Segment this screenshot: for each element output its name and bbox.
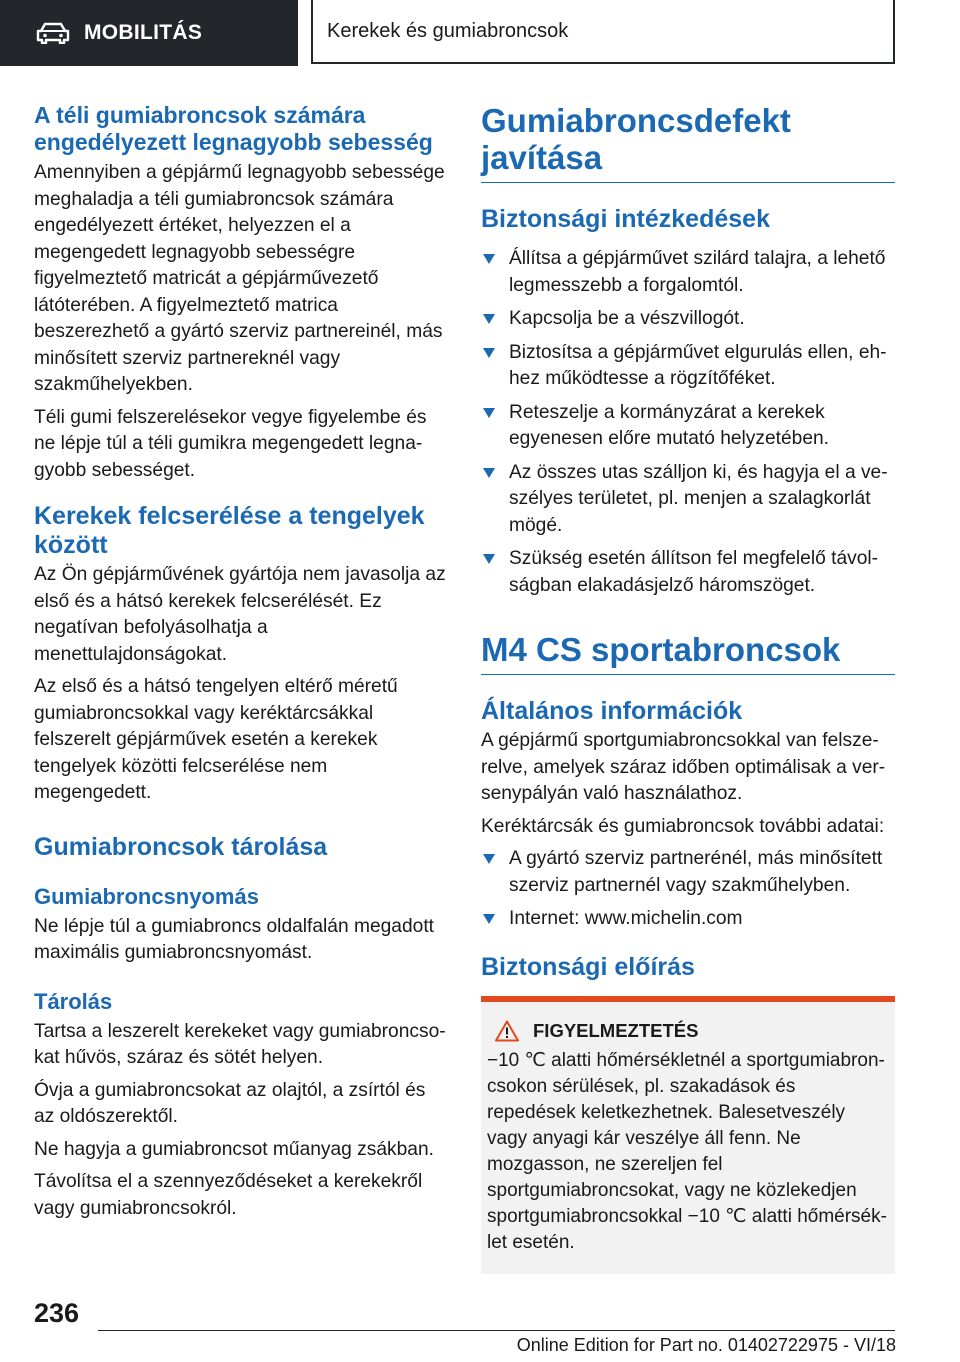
sport-tires-heading: M4 CS sportabroncsok [481, 631, 895, 675]
list-item: Állítsa a gépjárművet szilárd talajra, a lehető legmesszebb a forgalomtól. [481, 246, 895, 299]
general-info-heading: Általános információk [481, 697, 743, 725]
winter-speed-heading: A téli gumiabroncsok számára engedélyezett legnagyobb sebesség [34, 102, 433, 155]
left-column [34, 102, 446, 1228]
bullet-triangle-icon [483, 554, 495, 564]
footer-edition: Online Edition for Part no. 01402722975 - VI/18 [516, 1335, 896, 1355]
section-title: MOBILITÁS [84, 21, 203, 44]
list-item: A gyártó szerviz partnerénél, más minősített szerviz partnernél vagy szakműhelyben. [481, 846, 895, 899]
pressure-paragraph: Ne lépje túl a gumiabroncs oldalfalán megadott maximális gumiabroncsnyomást. [34, 915, 434, 963]
right-column [481, 102, 895, 1274]
footer-divider [98, 1330, 895, 1331]
wheel-swap-paragraph-2: Az első és a hátsó tengelyen eltérő méretű gumiabroncsokkal vagy keréktárcsákkal felszerelt gépjárművek esetén a kerekek tengelyek közötti felcserélése nem megengedett. [34, 676, 398, 803]
storing-paragraph-1: Tartsa a leszerelt kerekeket vagy gumiabroncsokat hűvös, száraz és sötét helyen. [34, 1020, 446, 1068]
list-item: Reteszelje a kormányzárat a kerekek egyenesen előre mutató helyzetében. [481, 400, 895, 453]
bullet-triangle-icon [483, 854, 495, 864]
section-tab [0, 0, 298, 66]
bullet-triangle-icon [483, 314, 495, 324]
wheel-swap-paragraph-1: Az Ön gépjárművének gyártója nem javasolja az első és a hátsó kerekek felcserélését. Ez negatívan befolyásolhatja a menettulajdonságokat. [34, 564, 446, 665]
page-number: 236 [34, 1298, 80, 1328]
repair-heading: Gumiabroncsdefekt javítása [481, 102, 895, 183]
repair-safety-list [481, 246, 895, 599]
list-item: Az összes utas szálljon ki, és hagyja el a veszélyes területet, pl. menjen a szalagkorlát mögé. [481, 460, 895, 540]
storing-paragraph-2: Óvja a gumiabroncsokat az olajtól, a zsírtól és az oldószerektől. [34, 1079, 426, 1127]
storing-paragraph-4: Távolítsa el a szennyeződéseket a kerekekről vagy gumiabroncsokról. [34, 1171, 423, 1219]
warning-box [481, 996, 895, 1274]
bullet-triangle-icon [483, 254, 495, 264]
warning-title: FIGYELMEZTETÉS [533, 1019, 699, 1041]
bullet-triangle-icon [483, 408, 495, 418]
winter-speed-paragraph-1: Amennyiben a gépjármű legnagyobb sebessége meghaladja a téli gumiabroncsok számára engedélyezett értéket, helyezzen el a megengedett legnagyobb sebességre figyelmeztető matricát a gépjárművezető látóterében. A figyelmeztető matrica beszerezhető a gyártó szerviz partnereinél, más minősített szerviz partnereknél vagy szakműhelyekben. [34, 162, 445, 395]
safety-rule-heading: Biztonsági előírás [481, 952, 695, 981]
list-item: Szükség esetén állítson fel megfelelő távolságban elakadásjelző háromszöget. [481, 546, 895, 599]
general-info-paragraph-1: A gépjármű sportgumiabroncsokkal van felszerelve, amelyek száraz időben optimálisak a versenypályán való használathoz. [481, 730, 886, 804]
warning-triangle-icon [495, 1020, 519, 1042]
winter-speed-paragraph-2: Téli gumi felszerelésekor vegye figyelembe és ne lépje túl a téli gumikra megengedett legnagyobb sebességet. [34, 406, 427, 481]
list-item: Biztosítsa a gépjárművet elgurulás ellen, ehhez működtesse a rögzítőféket. [481, 340, 895, 393]
warning-title-row [487, 1020, 887, 1042]
storage-heading: Gumiabroncsok tárolása [34, 832, 328, 861]
bullet-triangle-icon [483, 468, 495, 478]
repair-safety-heading: Biztonsági intézkedések [481, 205, 770, 233]
wheel-swap-heading: Kerekek felcserélése a tengelyek között [34, 502, 425, 559]
bullet-triangle-icon [483, 914, 495, 924]
general-info-list [481, 846, 895, 933]
storing-paragraph-3: Ne hagyja a gumiabroncsot műanyag zsákban. [34, 1138, 434, 1160]
car-icon [36, 22, 70, 44]
general-info-paragraph-2: Keréktárcsák és gumiabroncsok további adatai: [481, 815, 885, 837]
page-header [0, 0, 960, 66]
chapter-title: Kerekek és gumiabroncsok [311, 0, 895, 64]
list-item: Internet: www.michelin.com [481, 906, 895, 933]
warning-text: −10 ℃ alatti hőmérsékletnél a sportgumiabroncsokon sérülések, pl. szakadások és repedések keletkezhetnek. Balesetveszély vagy anyagi kár veszélye áll fenn. Ne mozgasson, ne szereljen fel sportgumiabroncsokat, vagy ne közlekedjen sportgumiabroncsokkal −10 ℃ alatti hőmérséklet esetén. [487, 1049, 887, 1253]
pressure-heading: Gumiabroncsnyomás [34, 883, 259, 909]
storing-heading: Tárolás [34, 988, 113, 1014]
bullet-triangle-icon [483, 348, 495, 358]
list-item: Kapcsolja be a vészvillogót. [481, 306, 895, 333]
